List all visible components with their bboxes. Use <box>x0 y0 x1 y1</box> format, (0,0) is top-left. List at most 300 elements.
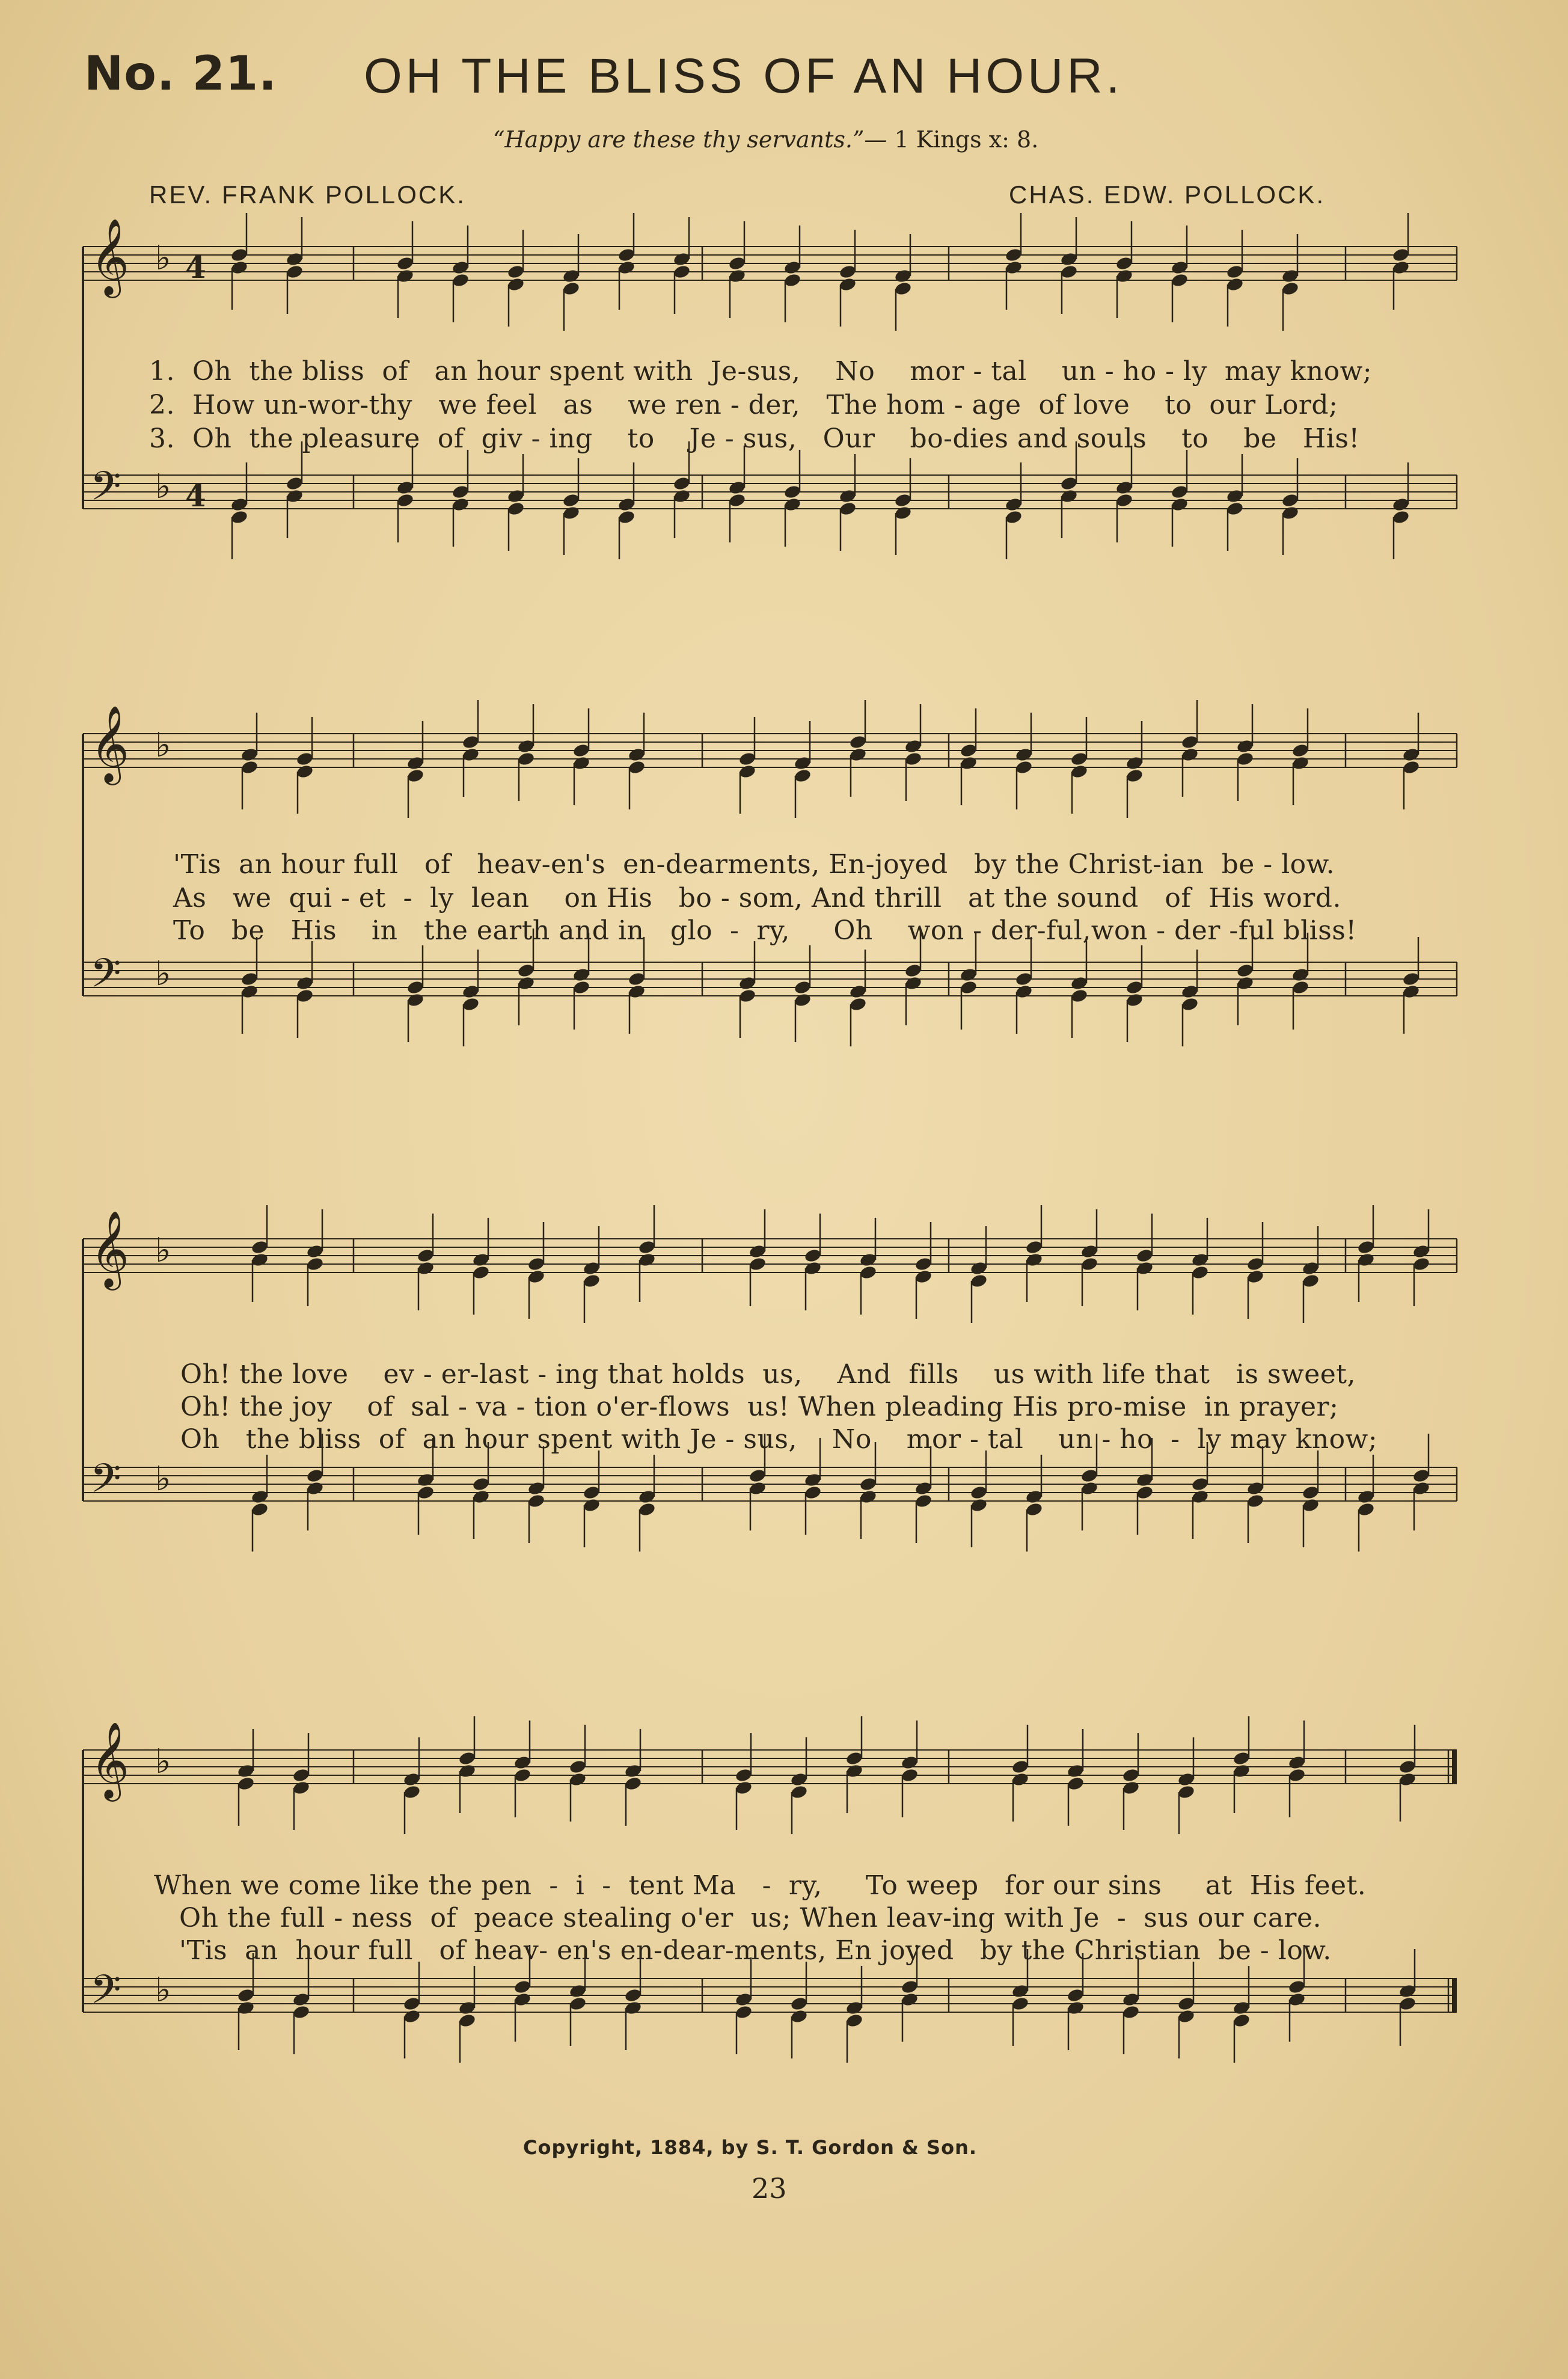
note-head <box>790 2009 809 2024</box>
note-head <box>628 971 646 987</box>
note-head <box>894 281 913 296</box>
note-head <box>859 1252 878 1268</box>
note-head <box>1122 1780 1141 1796</box>
note-head <box>1357 1239 1376 1255</box>
note-head <box>790 1784 809 1800</box>
note-head <box>1060 251 1079 267</box>
note-head <box>970 1497 988 1513</box>
note-head <box>1392 497 1410 512</box>
note-head <box>794 755 812 771</box>
note-head <box>292 2004 311 2020</box>
note-head <box>839 277 857 292</box>
note-head <box>1402 760 1421 775</box>
note-head <box>1067 1763 1085 1779</box>
note-head <box>296 751 314 767</box>
note-head <box>237 1776 256 1791</box>
note-head <box>859 1476 878 1492</box>
note-head <box>845 1763 864 1779</box>
note-head <box>251 1239 269 1255</box>
note-head <box>960 755 978 771</box>
note-head <box>794 992 812 1008</box>
note-head <box>1191 1476 1210 1492</box>
note-head <box>237 1988 256 2003</box>
note-head <box>1125 992 1144 1008</box>
lyricist-credit: REV. FRANK POLLOCK. <box>149 180 466 209</box>
note-head <box>804 1472 822 1488</box>
note-head <box>240 971 259 987</box>
note-head <box>1288 1755 1306 1770</box>
note-head <box>1177 2009 1196 2024</box>
note-head <box>462 734 480 750</box>
note-head <box>1281 268 1300 284</box>
bass-clef: 𝄢 <box>90 950 121 1006</box>
note-head <box>527 1256 546 1272</box>
note-head <box>1226 501 1245 517</box>
note-head <box>292 1767 311 1783</box>
note-head <box>735 1780 753 1796</box>
note-head <box>562 493 581 508</box>
key-signature-flat: ♭ <box>155 726 171 765</box>
note-head <box>452 497 470 512</box>
note-head <box>783 497 802 512</box>
key-signature-flat: ♭ <box>155 239 171 278</box>
note-head <box>1015 747 1034 763</box>
note-head <box>804 1260 822 1276</box>
note-head <box>306 1468 325 1484</box>
note-head <box>914 1256 933 1272</box>
note-head <box>1226 488 1245 504</box>
note-head <box>1191 1489 1210 1505</box>
note-head <box>240 747 259 763</box>
note-head <box>904 751 923 767</box>
note-head <box>527 1269 546 1285</box>
note-head <box>569 1772 587 1787</box>
note-head <box>1302 1497 1320 1513</box>
note-head <box>790 1996 809 2012</box>
note-head <box>1122 1767 1141 1783</box>
note-head <box>735 1992 753 2007</box>
note-head <box>292 1780 311 1796</box>
note-head <box>1402 984 1421 999</box>
note-head <box>673 264 691 280</box>
note-head <box>251 1252 269 1268</box>
note-head <box>403 2009 421 2024</box>
note-head <box>859 1489 878 1505</box>
note-head <box>583 1497 601 1513</box>
note-head <box>638 1252 657 1268</box>
note-head <box>403 1784 421 1800</box>
note-head <box>738 751 757 767</box>
note-head <box>296 975 314 991</box>
note-head <box>845 2000 864 2016</box>
note-head <box>569 1996 587 2012</box>
note-head <box>417 1248 435 1263</box>
key-signature-flat: ♭ <box>155 467 171 506</box>
note-head <box>1246 1256 1265 1272</box>
note-head <box>1025 1489 1044 1505</box>
note-head <box>1181 747 1199 763</box>
note-head <box>1291 980 1310 995</box>
note-head <box>960 743 978 758</box>
note-head <box>1392 260 1410 275</box>
note-head <box>583 1260 601 1276</box>
note-head <box>735 1767 753 1783</box>
note-head <box>517 738 536 754</box>
note-head <box>849 984 868 999</box>
note-head <box>1122 2004 1141 2020</box>
note-head <box>628 984 646 999</box>
note-head <box>237 2000 256 2016</box>
note-head <box>1005 247 1023 263</box>
note-head <box>406 980 425 995</box>
note-head <box>517 975 536 991</box>
note-head <box>904 738 923 754</box>
note-head <box>1181 984 1199 999</box>
music-system-1 <box>77 218 1461 583</box>
note-head <box>296 764 314 779</box>
note-head <box>562 268 581 284</box>
verse-line-1: Oh! the love ev - er-last - ing that holds us, And fills us with life that is sweet, <box>180 1359 1356 1390</box>
note-head <box>914 1269 933 1285</box>
note-head <box>1288 1767 1306 1783</box>
note-head <box>458 2000 477 2016</box>
note-head <box>406 992 425 1008</box>
note-head <box>1125 980 1144 995</box>
note-head <box>306 1256 325 1272</box>
note-head <box>783 272 802 288</box>
note-head <box>1402 747 1421 763</box>
note-head <box>240 760 259 775</box>
note-head <box>230 247 249 263</box>
hymn-number: No. 21. <box>84 47 277 101</box>
note-head <box>728 480 747 496</box>
note-head <box>1070 975 1089 991</box>
note-head <box>1060 476 1079 491</box>
note-head <box>1080 1468 1099 1484</box>
note-head <box>624 1776 643 1791</box>
note-head <box>572 755 591 771</box>
note-head <box>1177 1784 1196 1800</box>
note-head <box>572 980 591 995</box>
note-head <box>894 493 913 508</box>
note-head <box>458 1751 477 1766</box>
note-head <box>583 1273 601 1289</box>
note-head <box>914 1493 933 1509</box>
note-head <box>960 980 978 995</box>
note-head <box>624 2000 643 2016</box>
note-head <box>1125 768 1144 784</box>
note-head <box>617 260 636 275</box>
note-head <box>1191 1252 1210 1268</box>
note-head <box>738 764 757 779</box>
note-head <box>638 1489 657 1505</box>
note-head <box>472 1252 491 1268</box>
note-head <box>452 272 470 288</box>
note-head <box>738 988 757 1004</box>
note-head <box>1080 1244 1099 1259</box>
note-head <box>1398 1996 1417 2012</box>
note-head <box>562 505 581 521</box>
note-head <box>1181 734 1199 750</box>
note-head <box>1398 1772 1417 1787</box>
note-head <box>1122 1992 1141 2007</box>
note-head <box>1236 963 1255 978</box>
note-head <box>735 2004 753 2020</box>
note-head <box>292 1992 311 2007</box>
note-head <box>794 768 812 784</box>
note-head <box>628 747 646 763</box>
note-head <box>1067 1776 1085 1791</box>
note-head <box>1246 1493 1265 1509</box>
note-head <box>1412 1244 1431 1259</box>
music-system-4 <box>77 1721 1461 2099</box>
note-head <box>1171 484 1189 500</box>
note-head <box>894 268 913 284</box>
treble-clef: 𝄞 <box>90 1210 130 1287</box>
note-head <box>583 1485 601 1500</box>
note-head <box>1136 1485 1154 1500</box>
note-head <box>1288 1992 1306 2007</box>
note-head <box>251 1489 269 1505</box>
note-head <box>1025 1239 1044 1255</box>
note-head <box>914 1481 933 1496</box>
note-head <box>472 1489 491 1505</box>
note-head <box>458 2013 477 2028</box>
verse-line-3: 3. Oh the pleasure of giv - ing to Je - sus, Our bo-dies and souls to be His! <box>149 423 1360 454</box>
note-head <box>417 1260 435 1276</box>
note-head <box>1291 755 1310 771</box>
verse-line-2: 2. How un-wor-thy we feel as we ren - der, The hom - age of love to our Lord; <box>149 390 1338 420</box>
note-head <box>1236 751 1255 767</box>
note-head <box>230 260 249 275</box>
verse-line-1: 1. Oh the bliss of an hour spent with Je-sus, No mor - tal un - ho - ly may know; <box>149 356 1373 387</box>
note-head <box>845 1751 864 1766</box>
scripture-epigraph <box>493 126 1038 153</box>
note-head <box>728 493 747 508</box>
note-head <box>673 251 691 267</box>
bass-clef: 𝄢 <box>90 1966 121 2022</box>
note-head <box>1060 488 1079 504</box>
note-head <box>527 1481 546 1496</box>
note-head <box>1115 256 1134 271</box>
note-head <box>1015 760 1034 775</box>
note-head <box>1060 264 1079 280</box>
note-head <box>403 1772 421 1787</box>
note-head <box>1291 743 1310 758</box>
note-head <box>1357 1502 1376 1517</box>
note-head <box>1233 1751 1251 1766</box>
note-head <box>569 1983 587 1999</box>
note-head <box>1080 1256 1099 1272</box>
key-signature-flat: ♭ <box>155 1971 171 2010</box>
note-head <box>849 734 868 750</box>
time-signature: 4 <box>185 250 206 285</box>
note-head <box>749 1256 767 1272</box>
note-head <box>1233 1763 1251 1779</box>
note-head <box>970 1260 988 1276</box>
note-head <box>1302 1260 1320 1276</box>
page-number: 23 <box>752 2172 787 2205</box>
note-head <box>240 984 259 999</box>
note-head <box>970 1485 988 1500</box>
note-head <box>569 1759 587 1775</box>
note-head <box>306 1244 325 1259</box>
note-head <box>1005 497 1023 512</box>
note-head <box>624 1988 643 2003</box>
note-head <box>628 760 646 775</box>
note-head <box>452 484 470 500</box>
note-head <box>1011 1772 1030 1787</box>
note-head <box>849 747 868 763</box>
note-head <box>1011 1759 1030 1775</box>
note-head <box>1070 751 1089 767</box>
key-signature-flat: ♭ <box>155 954 171 993</box>
copyright-notice: Copyright, 1884, by S. T. Gordon & Son. <box>523 2136 977 2159</box>
hymn-title: OH THE BLISS OF AN HOUR. <box>364 49 1124 103</box>
key-signature-flat: ♭ <box>155 1231 171 1270</box>
note-head <box>286 264 304 280</box>
note-head <box>462 747 480 763</box>
note-head <box>1412 1256 1431 1272</box>
key-signature-flat: ♭ <box>155 1460 171 1499</box>
note-head <box>901 1767 919 1783</box>
note-head <box>1398 1759 1417 1775</box>
note-head <box>1246 1269 1265 1285</box>
note-head <box>1015 971 1034 987</box>
treble-clef: 𝄞 <box>90 705 130 782</box>
note-head <box>507 488 525 504</box>
music-system-3 <box>77 1210 1461 1576</box>
note-head <box>396 268 415 284</box>
note-head <box>296 988 314 1004</box>
note-head <box>1177 1772 1196 1787</box>
note-head <box>417 1485 435 1500</box>
bass-clef: 𝄢 <box>90 1455 121 1511</box>
verse-line-1: When we come like the pen - i - tent Ma - ry, To weep for our sins at His feet. <box>154 1870 1367 1901</box>
note-head <box>1412 1481 1431 1496</box>
note-head <box>251 1502 269 1517</box>
note-head <box>1067 2000 1085 2016</box>
note-head <box>403 1996 421 2012</box>
note-head <box>638 1502 657 1517</box>
note-head <box>462 984 480 999</box>
note-head <box>237 1763 256 1779</box>
note-head <box>1233 2013 1251 2028</box>
note-head <box>1291 967 1310 983</box>
note-head <box>458 1763 477 1779</box>
scripture-quote: “Happy are these thy servants.”— <box>493 126 887 153</box>
note-head <box>396 493 415 508</box>
note-head <box>624 1763 643 1779</box>
note-head <box>1398 1983 1417 1999</box>
verse-line-2: Oh the full - ness of peace stealing o'er us; When leav-ing with Je - sus our care. <box>179 1903 1321 1933</box>
note-head <box>1236 975 1255 991</box>
note-head <box>1067 1988 1085 2003</box>
note-head <box>230 509 249 525</box>
verse-line-2: Oh! the joy of sal - va - tion o'er-flows us! When pleading His pro-mise in prayer; <box>180 1392 1339 1422</box>
note-head <box>901 1979 919 1995</box>
note-head <box>1005 260 1023 275</box>
note-head <box>406 755 425 771</box>
note-head <box>472 1476 491 1492</box>
note-head <box>507 277 525 292</box>
note-head <box>849 996 868 1012</box>
note-head <box>1281 505 1300 521</box>
key-signature-flat: ♭ <box>155 1742 171 1781</box>
note-head <box>1236 738 1255 754</box>
note-head <box>1177 1996 1196 2012</box>
note-head <box>804 1485 822 1500</box>
note-head <box>513 1992 532 2007</box>
note-head <box>1136 1260 1154 1276</box>
note-head <box>1392 247 1410 263</box>
note-head <box>904 963 923 978</box>
note-head <box>901 1755 919 1770</box>
note-head <box>517 963 536 978</box>
note-head <box>472 1265 491 1280</box>
note-head <box>1402 971 1421 987</box>
note-head <box>839 488 857 504</box>
note-head <box>306 1481 325 1496</box>
note-head <box>749 1481 767 1496</box>
note-head <box>894 505 913 521</box>
note-head <box>1302 1273 1320 1289</box>
note-head <box>1125 755 1144 771</box>
verse-line-3: Oh the bliss of an hour spent with Je - sus, No mor - tal un - ho - ly may know; <box>180 1424 1378 1455</box>
note-head <box>1288 1979 1306 1995</box>
note-head <box>1011 1996 1030 2012</box>
note-head <box>617 509 636 525</box>
time-signature: 4 <box>185 478 206 514</box>
note-head <box>839 501 857 517</box>
note-head <box>1233 2000 1251 2016</box>
note-head <box>728 268 747 284</box>
note-head <box>513 1755 532 1770</box>
note-head <box>845 2013 864 2028</box>
note-head <box>783 484 802 500</box>
composer-credit: CHAS. EDW. POLLOCK. <box>1009 180 1326 209</box>
note-head <box>1015 984 1034 999</box>
note-head <box>790 1772 809 1787</box>
note-head <box>749 1468 767 1484</box>
note-head <box>1115 480 1134 496</box>
note-head <box>1226 264 1245 280</box>
note-head <box>1070 764 1089 779</box>
verse-line-3: 'Tis an hour full of heav- en's en-dear-ments, En joyed by the Christian be - low. <box>179 1935 1332 1966</box>
note-head <box>230 497 249 512</box>
note-head <box>286 251 304 267</box>
note-head <box>839 264 857 280</box>
note-head <box>960 967 978 983</box>
note-head <box>1226 277 1245 292</box>
note-head <box>1025 1252 1044 1268</box>
note-head <box>1115 493 1134 508</box>
note-head <box>1011 1983 1030 1999</box>
note-head <box>286 488 304 504</box>
note-head <box>1281 281 1300 296</box>
note-head <box>1412 1468 1431 1484</box>
note-head <box>859 1265 878 1280</box>
note-head <box>1025 1502 1044 1517</box>
note-head <box>673 476 691 491</box>
note-head <box>527 1493 546 1509</box>
note-head <box>1171 497 1189 512</box>
note-head <box>417 1472 435 1488</box>
scripture-reference: 1 Kings x: 8. <box>894 126 1039 153</box>
note-head <box>1171 260 1189 275</box>
verse-line-2: As we qui - et - ly lean on His bo - som, And thrill at the sound of His word. <box>173 883 1341 913</box>
treble-clef: 𝄞 <box>90 1721 130 1798</box>
